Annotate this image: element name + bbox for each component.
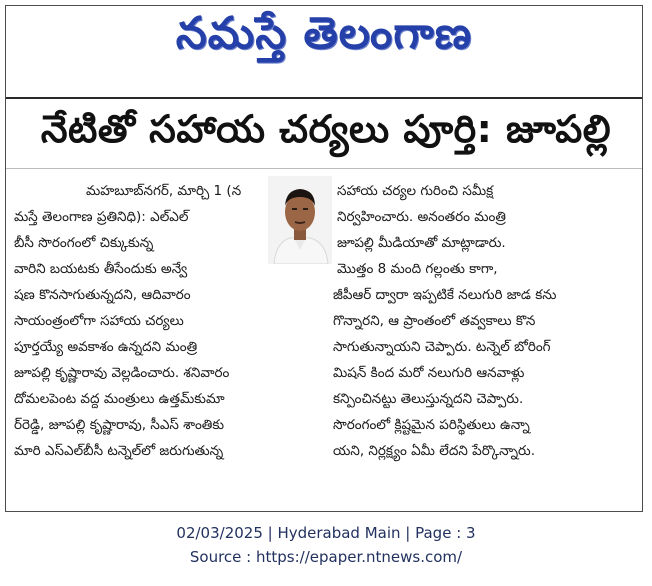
text-line: గొన్నారని, ఆ ప్రాంతంలో తవ్వకాలు కొన bbox=[333, 313, 536, 329]
text-line: సహాయ చర్యల గురించి సమీక్ష bbox=[337, 183, 494, 199]
text-line: జూపల్లి కృష్ణారావు వెల్లడించారు. శనివారం bbox=[14, 365, 230, 381]
source-line: Source : https://epaper.ntnews.com/ bbox=[189, 548, 463, 566]
text-line: సాయంత్రంలోగా సహాయ చర్యలు bbox=[14, 313, 184, 329]
article-left-column bbox=[14, 256, 314, 464]
article-headline: నేటితో సహాయ చర్యలు పూర్తి: జూపల్లి bbox=[40, 107, 612, 151]
article-right-column bbox=[333, 178, 633, 464]
text-line: సొరంగంలో క్లిష్టమైన పరిస్థితులు ఉన్నా bbox=[333, 417, 530, 433]
text-line: షణ కొనసాగుతున్నదని, ఆదివారం bbox=[14, 287, 191, 303]
text-line: మస్తే తెలంగాణ ప్రతినిధి): ఎల్‌ఎల్ bbox=[14, 209, 189, 225]
publication-date-line: 02/03/2025 | Hyderabad Main | Page : 3 bbox=[176, 524, 476, 542]
minister-photo bbox=[268, 176, 332, 264]
masthead-divider bbox=[6, 97, 642, 99]
newspaper-masthead: నమస్తే తెలంగాణ bbox=[175, 8, 473, 59]
text-line: వారిని బయటకు తీసేందుకు అన్వే bbox=[14, 261, 188, 277]
text-line: మిషన్ కింద మరో నలుగురి ఆనవాళ్లు bbox=[333, 365, 525, 381]
text-line: దోమలపెంట వద్ద మంత్రులు ఉత్తమ్‌కుమా bbox=[14, 391, 225, 407]
portrait-image bbox=[268, 176, 332, 264]
text-line: మహబూబ్‌నగర్, మార్చి 1 (న bbox=[86, 183, 242, 199]
text-line: మారి ఎస్‌ఎల్‌బీసీ టన్నెల్‌లో జరుగుతున్న bbox=[14, 443, 224, 459]
text-line: సాగుతున్నాయని చెప్పారు. టన్నెల్ బోరింగ్ bbox=[333, 339, 551, 355]
text-line: జూపల్లి మీడియాతో మాట్లాడారు. bbox=[337, 235, 506, 251]
text-line: నిర్వహించారు. అనంతరం మంత్రి bbox=[337, 209, 506, 225]
text-line: ర్‌రెడ్డి, జూపల్లి కృష్ణారావు, సీఎస్ శాంతికు bbox=[14, 417, 225, 433]
text-line: పూర్తయ్యే అవకాశం ఉన్నదని మంత్రి bbox=[14, 339, 198, 355]
text-line: కన్పించినట్టు తెలుస్తున్నదని చెప్పారు. bbox=[333, 391, 524, 407]
text-line: బీసీ సొరంగంలో చిక్కుకున్న bbox=[14, 235, 154, 251]
text-line: మొత్తం 8 మంది గల్లంతు కాగా, bbox=[337, 261, 498, 277]
text-line: జీపీఆర్ ద్వారా ఇప్పటికే నలుగురి జాడ కను bbox=[333, 287, 557, 303]
text-line: యని, నిర్లక్ష్యం ఏమీ లేదని పేర్కొన్నారు. bbox=[333, 443, 536, 459]
headline-divider bbox=[6, 168, 642, 169]
